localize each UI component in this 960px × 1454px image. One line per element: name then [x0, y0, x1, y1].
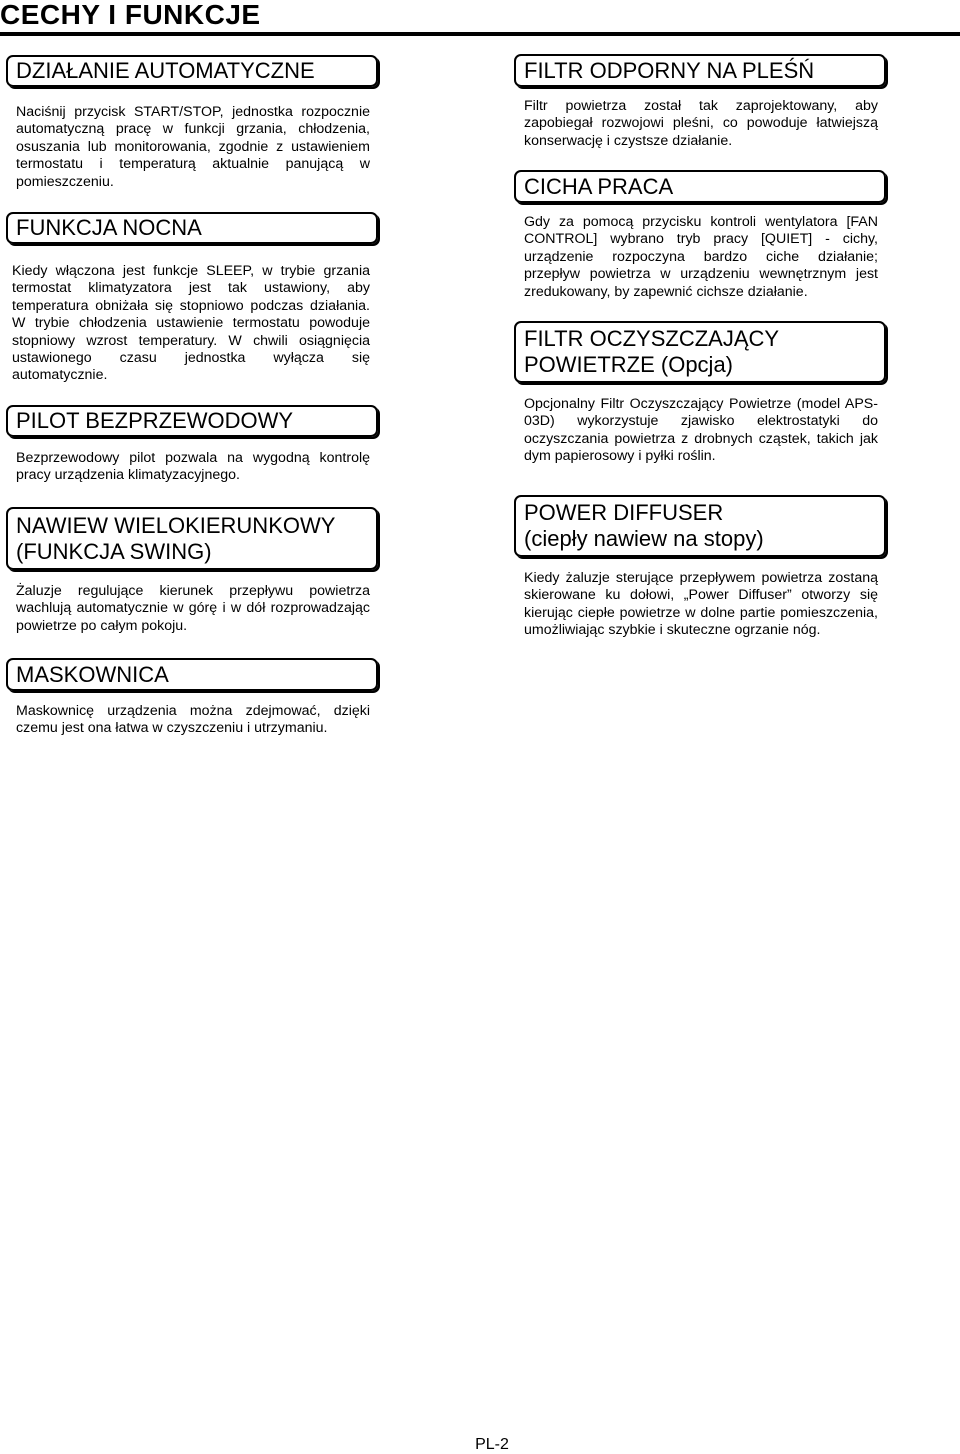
section-text: Filtr powietrza został tak zaprojektowany, aby zapobiegał rozwojowi pleśni, co powoduje łatwiejszą konserwację i czystsze działanie. [524, 98, 878, 149]
section-text: Żaluzje regulujące kierunek przepływu powietrza wachlują automatycznie w górę i w dół rozprowadzając powietrze po całym pokoju. [16, 583, 370, 634]
section-heading: FILTR ODPORNY NA PLEŚŃ [514, 54, 886, 87]
section-heading: MASKOWNICA [6, 658, 378, 691]
section-text: Naciśnij przycisk START/STOP, jednostka rozpocznie automatyczną pracę w funkcji grzania, chłodzenia, osuszania lub monitorowania, zgodnie z ustawieniem termostatu i temperaturą aktualnie panującą w pomieszczeniu. [16, 104, 370, 190]
section-heading: FUNKCJA NOCNA [6, 212, 378, 244]
section-heading: POWER DIFFUSER (ciepły nawiew na stopy) [514, 495, 886, 557]
section-heading: FILTR OCZYSZCZAJĄCY POWIETRZE (Opcja) [514, 321, 886, 383]
section-auto-operation [6, 55, 378, 191]
section-air-purifying-filter [514, 321, 886, 466]
section-swing [6, 507, 378, 635]
section-heading: DZIAŁANIE AUTOMATYCZNE [6, 55, 378, 87]
section-heading: NAWIEW WIELOKIERUNKOWY (FUNKCJA SWING) [6, 507, 378, 570]
section-power-diffuser [514, 495, 886, 640]
page-number: PL-2 [475, 1436, 509, 1453]
section-grille [6, 658, 378, 738]
section-text: Gdy za pomocą przycisku kontroli wentylatora [FAN CONTROL] wybrano tryb pracy [QUIET] - cichy, urządzenie rozpoczyna bardzo ciche działanie; przepływ powietrza w urządzeniu wewnętrznym jest zredukowany, by zapewnić cichsze działanie. [524, 214, 878, 300]
section-text: Bezprzewodowy pilot pozwala na wygodną kontrolę pracy urządzenia klimatyzacyjnego. [16, 450, 370, 484]
section-quiet-operation [514, 170, 886, 301]
section-night-mode [6, 212, 378, 385]
section-text: Maskownicę urządzenia można zdejmować, dzięki czemu jest ona łatwa w czyszczeniu i utrzymaniu. [16, 703, 370, 737]
section-text: Kiedy włączona jest funkcje SLEEP, w trybie grzania termostat klimatyzatora jest tak ustawiony, aby temperatura obniżała się stopniowo podczas działania. W trybie chłodzenia ustawienie termostatu powoduje stopniowy wzrost temperatury. W chwili osiągnięcia ustawionego czasu jednostka wyłącza się automatycznie. [12, 263, 370, 384]
section-text: Opcjonalny Filtr Oczyszczający Powietrze (model APS-03D) wykorzystuje zjawisko elektrostatyki do oczyszczania powietrza z drobnych cząstek, takich jak dym papierosowy i pyłki roślin. [524, 396, 878, 465]
title-divider [0, 32, 960, 36]
section-remote-control [6, 405, 378, 485]
section-heading: PILOT BEZPRZEWODOWY [6, 405, 378, 437]
section-text: Kiedy żaluzje sterujące przepływem powietrza zostaną skierowane ku dołowi, „Power Diffuser” otworzy się kierując ciepłe powietrze w dolne partie pomieszczenia, umożliwiając szybkie i skuteczne ogrzanie nóg. [524, 570, 878, 639]
section-mold-filter [514, 54, 886, 150]
section-heading: CICHA PRACA [514, 170, 886, 203]
page-title: CECHY I FUNKCJE [0, 0, 261, 30]
